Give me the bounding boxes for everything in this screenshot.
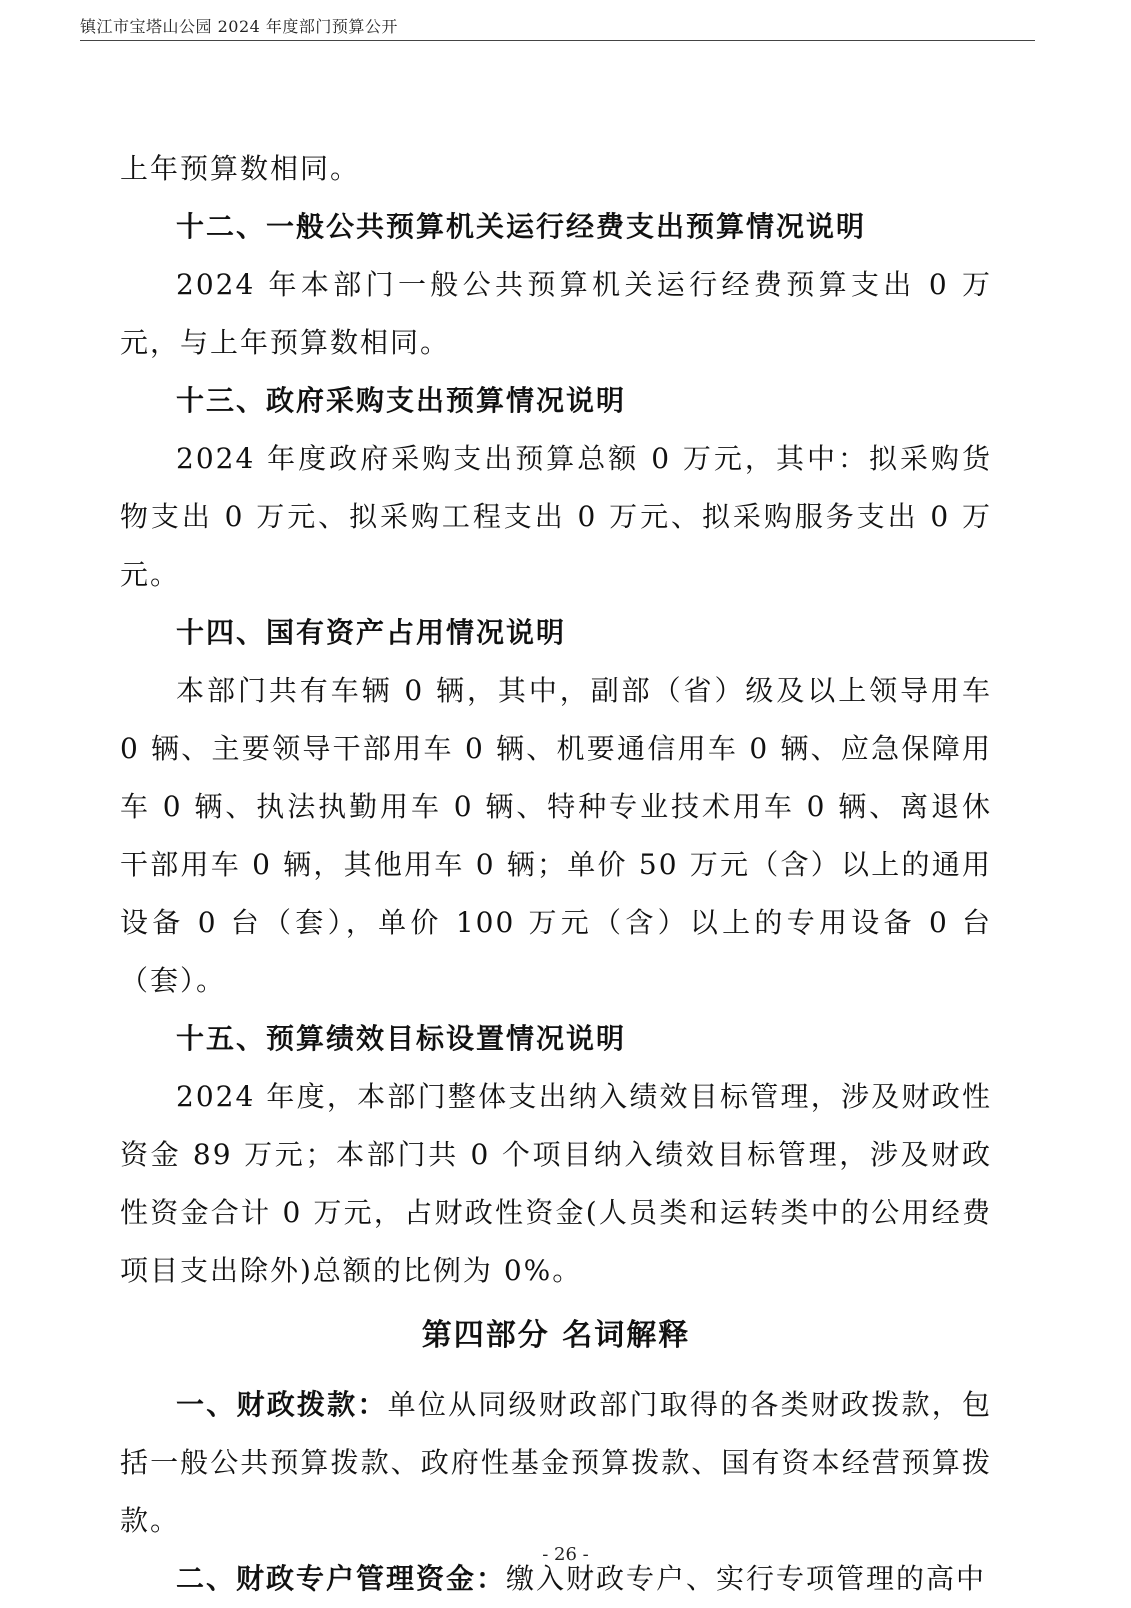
page-number: - 26 -	[542, 1544, 589, 1565]
paragraph-13: 2024 年度政府采购支出预算总额 0 万元，其中：拟采购货物支出 0 万元、拟采购工程支出 0 万元、拟采购服务支出 0 万元。	[120, 442, 992, 591]
paragraph-15: 2024 年度，本部门整体支出纳入绩效目标管理，涉及财政性资金 89 万元；本部门共 0 个项目纳入绩效目标管理，涉及财政性资金合计 0 万元，占财政性资金(人员类和运转类中的公用经费项目支出除外)总额的比例为 0%。	[120, 1080, 992, 1287]
section-heading-12: 十二、一般公共预算机关运行经费支出预算情况说明	[176, 210, 867, 243]
document-body	[120, 140, 992, 1608]
term-definition-1	[120, 1376, 992, 1550]
part-title: 第四部分 名词解释	[421, 1318, 691, 1353]
section-heading-15: 十五、预算绩效目标设置情况说明	[176, 1022, 627, 1055]
section-heading-13: 十三、政府采购支出预算情况说明	[176, 384, 627, 417]
paragraph-continuation: 上年预算数相同。	[120, 152, 361, 185]
paragraph-12: 2024 年本部门一般公共预算机关运行经费预算支出 0 万元，与上年预算数相同。	[120, 268, 992, 359]
term-text-2: 缴入财政专户、实行专项管理的高中	[506, 1562, 987, 1595]
header-rule	[80, 40, 1035, 41]
paragraph-14: 本部门共有车辆 0 辆，其中，副部（省）级及以上领导用车 0 辆、主要领导干部用车 0 辆、机要通信用车 0 辆、应急保障用车 0 辆、执法执勤用车 0 辆、特种专业技术用车 0 辆、离退休干部用车 0 辆，其他用车 0 辆；单价 50 万元（含）以上的通用设备 0 台（套），单价 100 万元（含）以上的专用设备 0 台（套）。	[120, 674, 992, 997]
section-heading-14: 十四、国有资产占用情况说明	[176, 616, 567, 649]
running-header: 镇江市宝塔山公园 2024 年度部门预算公开	[80, 17, 398, 36]
term-label-1: 一、财政拨款：	[176, 1388, 388, 1421]
term-text-1: 单位从同级财政部门取得的各类财政拨款，包括一般公共预算拨款、政府性基金预算拨款、国有资本经营预算拨款。	[120, 1388, 992, 1537]
term-label-2: 二、财政专户管理资金：	[176, 1562, 507, 1595]
